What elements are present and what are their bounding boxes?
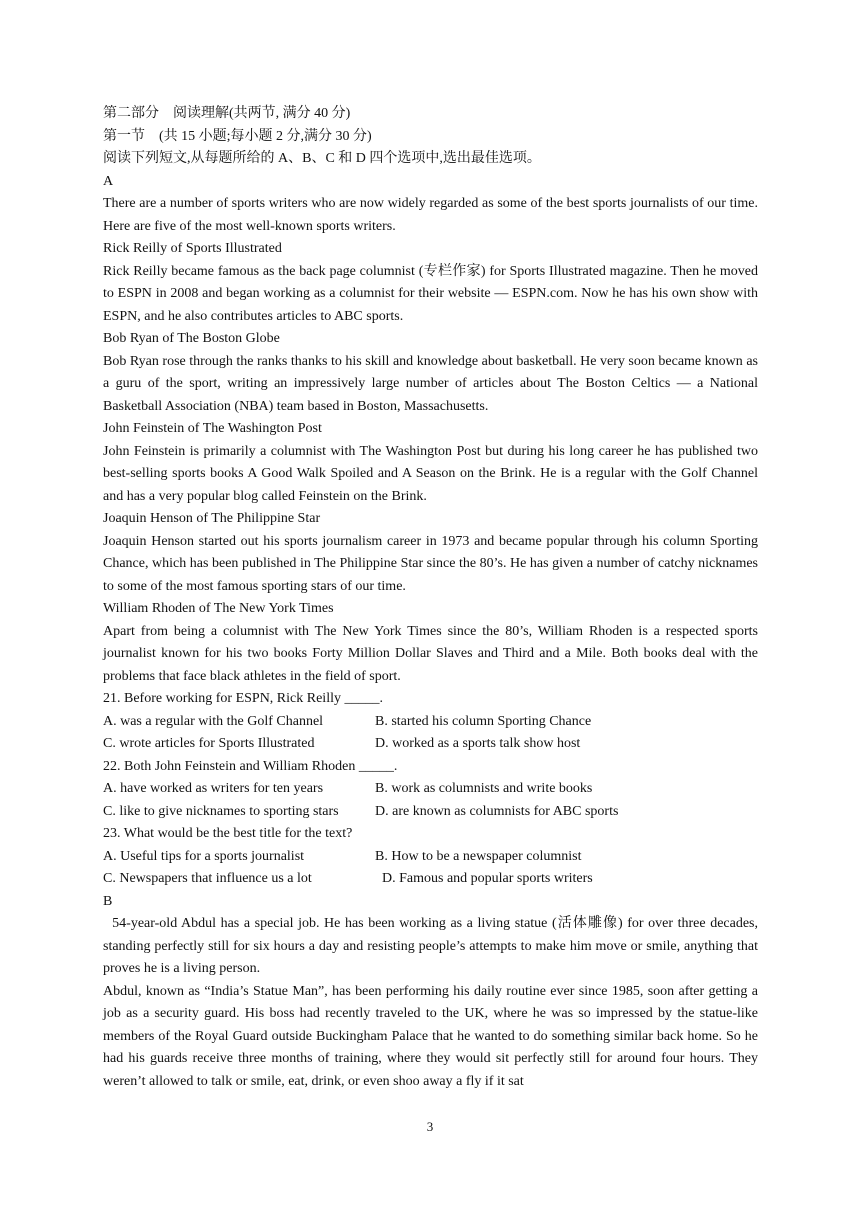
question-21-stem: 21. Before working for ESPN, Rick Reilly _____. <box>103 691 383 706</box>
question-22-option-b: B. work as columnists and write books <box>375 781 593 796</box>
passage-a-intro: There are a number of sports writers who are now widely regarded as some of the best sports journalists of our time. Here are five of the most well-known sports writers. <box>103 196 758 234</box>
question-21-options-row-1 <box>103 711 758 734</box>
section-text-william-rhoden: Apart from being a columnist with The New York Times since the 80’s, William Rhoden is a respected sports journalist known for his two books Forty Million Dollar Slaves and Third and a Mile. Both books deal with the problems that face black athletes in the field of sport. <box>103 623 758 684</box>
page-content <box>103 103 762 1093</box>
question-22-options-row-2 <box>103 801 758 824</box>
question-23-option-b: B. How to be a newspaper columnist <box>375 848 582 864</box>
section-text-bob-ryan: Bob Ryan rose through the ranks thanks to his skill and knowledge about basketball. He very soon became known as a guru of the sport, writing an impressively large number of articles about The Boston Celtics — a National Basketball Association (NBA) team based in Boston, Massachusetts. <box>103 353 758 414</box>
passage-b-label: B <box>103 893 113 909</box>
question-22-option-a: A. have worked as writers for ten years <box>103 781 324 796</box>
section-heading-rick-reilly: Rick Reilly of Sports Illustrated <box>103 241 282 256</box>
question-23-options-row-1 <box>103 846 758 869</box>
question-21-option-d: D. worked as a sports talk show host <box>375 736 581 751</box>
part-heading: 第二部分 阅读理解(共两节, 满分 40 分) <box>103 106 351 121</box>
question-23-option-a: A. Useful tips for a sports journalist <box>103 848 305 864</box>
passage-b-paragraph-2: Abdul, known as “India’s Statue Man”, has been performing his daily routine ever since 1985, soon after getting a job as a security guard. His boss had recently traveled to the UK, where he was so impressed by the statue-like members of the Royal Guard outside Buckingham Palace that he wanted to do something similar back home. So he had his guards receive three months of training, where they would sit perfectly still for around four hours. They weren’t allowed to talk or smile, eat, drink, or even shoo away a fly if it sat <box>103 983 758 1089</box>
section-heading: 第一节 (共 15 小题;每小题 2 分,满分 30 分) <box>103 128 372 144</box>
question-22-options-row-1 <box>103 778 758 801</box>
question-22-option-d: D. are known as columnists for ABC sports <box>375 803 619 819</box>
section-text-john-feinstein: John Feinstein is primarily a columnist with The Washington Post but during his long career he has published two best-selling sports books A Good Walk Spoiled and A Season on the Brink. He is a regular with the Golf Channel and has a very popular blog called Feinstein on the Brink. <box>103 443 758 504</box>
section-heading-william-rhoden: William Rhoden of The New York Times <box>103 601 334 616</box>
section-heading-joaquin-henson: Joaquin Henson of The Philippine Star <box>103 511 321 526</box>
question-23-stem: 23. What would be the best title for the text? <box>103 826 353 841</box>
question-22-stem: 22. Both John Feinstein and William Rhoden _____. <box>103 758 398 774</box>
passage-a-label: A <box>103 173 114 189</box>
page-number: 3 <box>426 1119 434 1134</box>
instruction-text: 阅读下列短文,从每题所给的 A、B、C 和 D 四个选项中,选出最佳选项。 <box>103 151 541 166</box>
question-21-option-c: C. wrote articles for Sports Illustrated <box>103 736 315 751</box>
question-21-option-b: B. started his column Sporting Chance <box>375 713 592 729</box>
question-23-options-row-2 <box>103 868 758 891</box>
question-23-option-d: D. Famous and popular sports writers <box>375 871 593 886</box>
question-22-option-c: C. like to give nicknames to sporting stars <box>103 803 339 819</box>
question-21-option-a: A. was a regular with the Golf Channel <box>103 713 324 729</box>
question-21-options-row-2 <box>103 733 758 756</box>
section-heading-bob-ryan: Bob Ryan of The Boston Globe <box>103 331 280 346</box>
section-text-joaquin-henson: Joaquin Henson started out his sports journalism career in 1973 and became popular through his column Sporting Chance, which has been published in The Philippine Star since the 80’s. He has given a number of catchy nicknames to some of the most famous sporting stars of our time. <box>103 533 758 594</box>
question-23-option-c: C. Newspapers that influence us a lot <box>103 871 312 886</box>
passage-b-paragraph-1: 54-year-old Abdul has a special job. He has been working as a living statue (活体雕像) for over three decades, standing perfectly still for six hours a day and resisting people’s attempts to make him move or smile, anything that proves he is a living person. <box>103 916 762 976</box>
section-heading-john-feinstein: John Feinstein of The Washington Post <box>103 421 322 436</box>
section-text-rick-reilly: Rick Reilly became famous as the back page columnist (专栏作家) for Sports Illustrated magazine. Then he moved to ESPN in 2008 and began working as a columnist for their website — ESPN.com. Now he has his own show with ESPN, and he also contributes articles to ABC sports. <box>103 263 758 324</box>
